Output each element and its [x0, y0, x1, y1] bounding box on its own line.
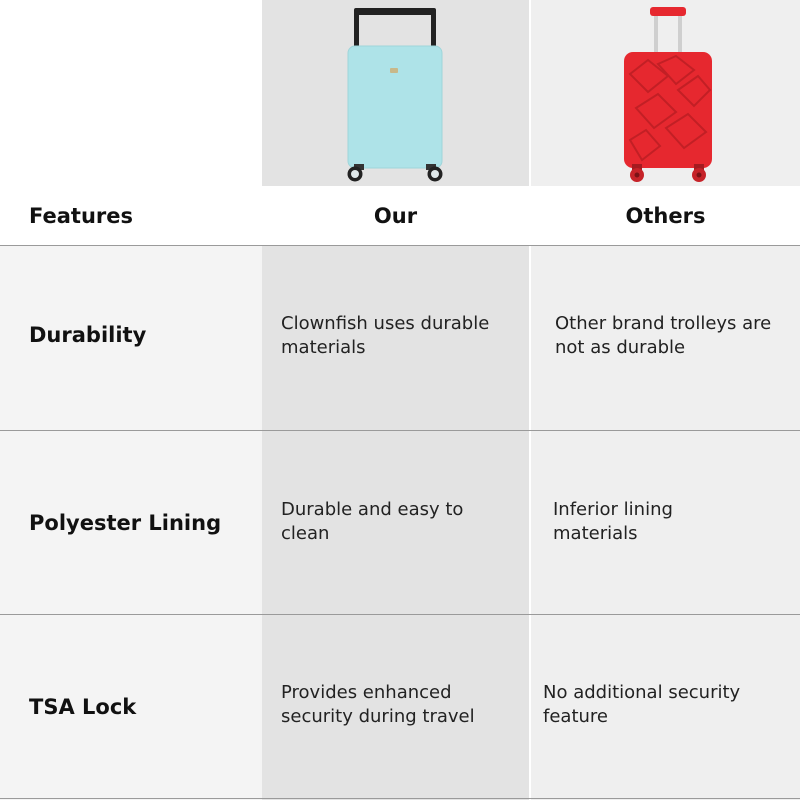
divider-row-1 — [0, 430, 800, 431]
row-label-durability: Durability — [29, 323, 147, 347]
divider-row-2 — [0, 614, 800, 615]
others-cell-polyester-lining: Inferior lining materials — [553, 499, 673, 544]
our-header: Our — [373, 204, 418, 228]
others-header: Others — [625, 204, 706, 228]
others-cell-durability: Other brand trolleys are not as durable — [555, 313, 772, 358]
our-suitcase-image — [340, 6, 450, 184]
our-cell-durability: Clownfish uses durable materials — [281, 313, 490, 358]
divider-row-3 — [0, 798, 800, 799]
row-label-tsa-lock: TSA Lock — [29, 695, 137, 719]
others-suitcase-image — [618, 4, 718, 186]
others-cell-tsa-lock: No additional security feature — [543, 682, 741, 727]
divider-header — [0, 245, 800, 246]
our-cell-tsa-lock: Provides enhanced security during travel — [281, 682, 475, 727]
features-header: Features — [29, 204, 133, 228]
row-label-polyester-lining: Polyester Lining — [29, 511, 222, 535]
our-cell-polyester-lining: Durable and easy to clean — [281, 499, 464, 544]
